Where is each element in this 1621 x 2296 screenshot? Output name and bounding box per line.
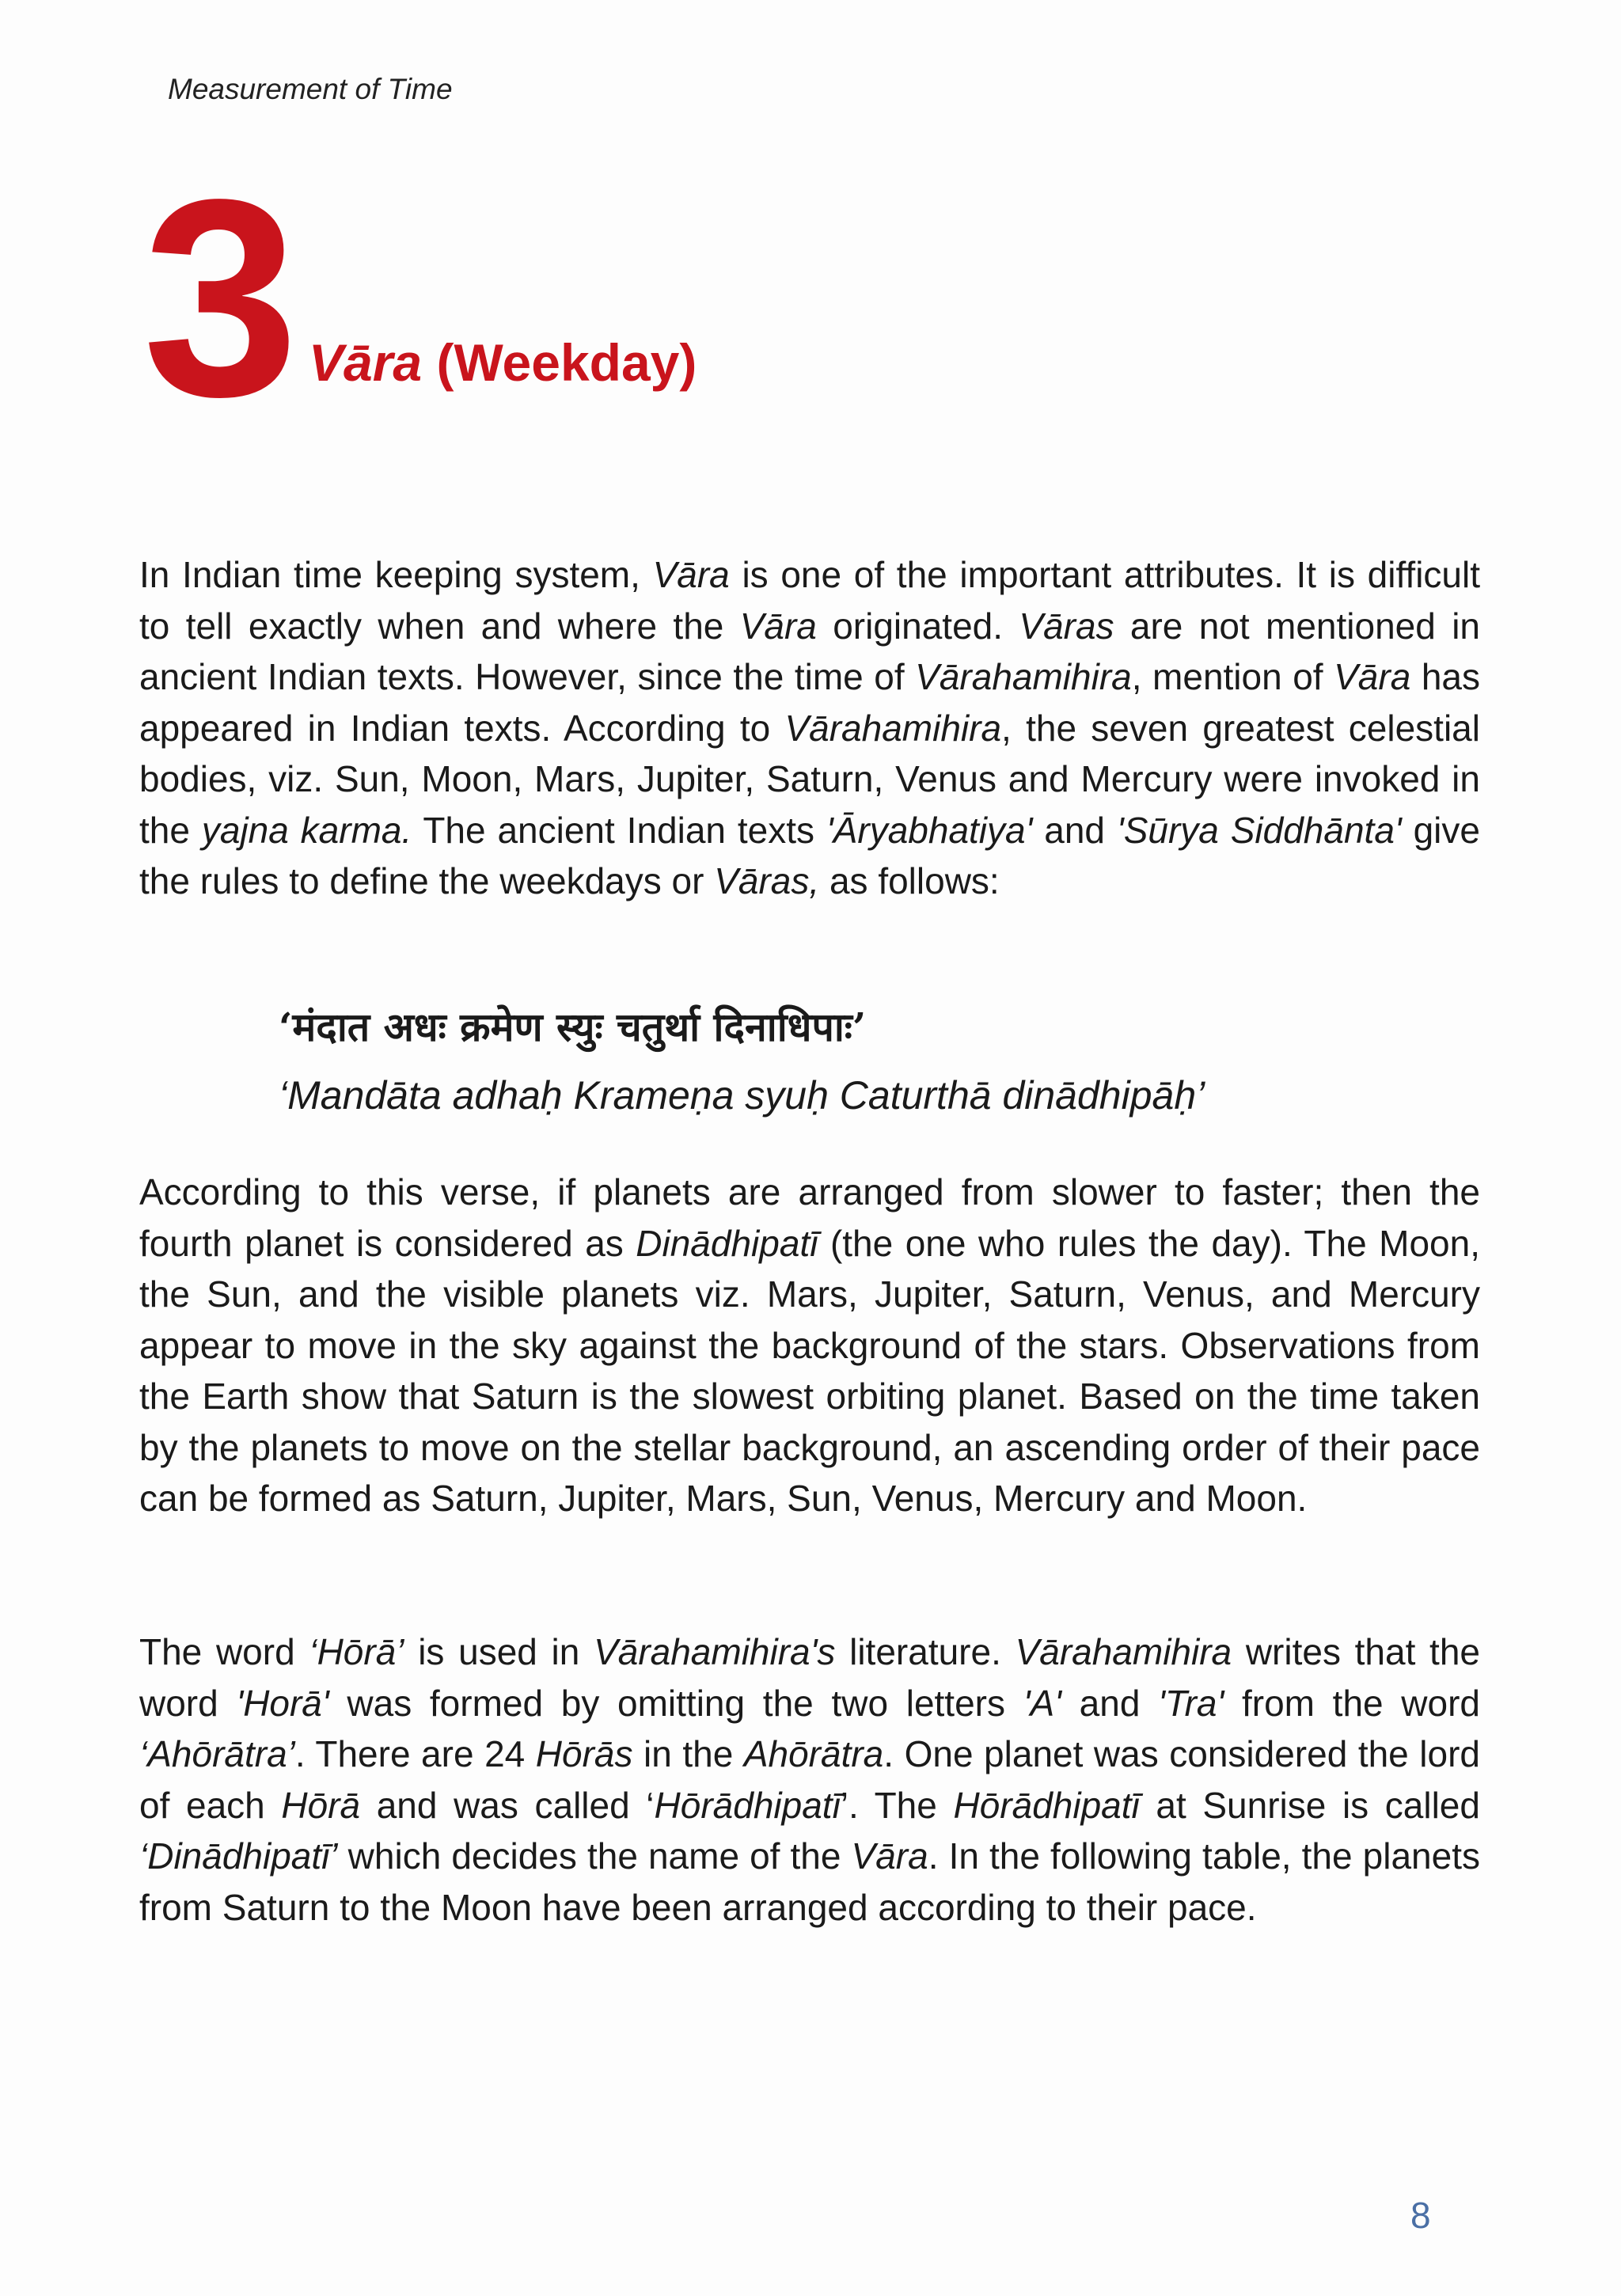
chapter-title	[309, 333, 697, 392]
paragraph-verse-explanation: According to this verse, if planets are arranged from slower to faster; then the fourth planet is considered as Dinādhipatī (the one who rules the day). The Moon, the Sun, and the visible planets viz. Mars, Jupiter, Saturn, Venus, and Mercury appear to move in the sky against the background of the stars. Observations from the Earth show that Saturn is the slowest orbiting planet. Based on the time taken by the planets to move on the stellar background, an ascending order of their pace can be formed as Saturn, Jupiter, Mars, Sun, Venus, Mercury and Moon.	[139, 1171, 1481, 1519]
page-number: 8	[1410, 2195, 1431, 2236]
paragraph-intro: In Indian time keeping system, Vāra is one of the important attributes. It is difficult to tell exactly when and where the Vāra originated. Vāras are not mentioned in ancient Indian texts. However, since the time of Vārahamihira, mention of Vāra has appeared in Indian texts. According to Vārahamihira, the seven greatest celestial bodies, viz. Sun, Moon, Mars, Jupiter, Saturn, Venus and Mercury were invoked in the yajna karma. The ancient Indian texts 'Āryabhatiya' and 'Sūrya Siddhānta' give the rules to define the weekdays or Vāras, as follows:	[139, 554, 1480, 901]
running-head: Measurement of Time	[168, 73, 453, 105]
verse-devanagari: ‘मंदात अधः क्रमेण स्युः चतुर्था दिनाधिपाः’	[279, 1004, 867, 1050]
verse-transliteration: ‘Mandāta adhaḥ Krameṇa syuḥ Caturthā dinādhipāḥ’	[279, 1073, 1205, 1118]
paragraph-hora: The word ‘Hōrā’ is used in Vārahamihira's literature. Vārahamihira writes that the word 'Horā' was formed by omitting the two letters 'A' and 'Tra' from the word ‘Ahōrātra’. There are 24 Hōrās in the Ahōrātra. One planet was considered the lord of each Hōrā and was called ‘Hōrādhipatī’. The Hōrādhipatī at Sunrise is called ‘Dinādhipatī’ which decides the name of the Vāra. In the following table, the planets from Saturn to the Moon have been arranged according to their pace.	[139, 1631, 1481, 1928]
chapter-number: 3	[142, 142, 294, 455]
chapter-title-rest: (Weekday)	[422, 333, 697, 392]
chapter-title-italic: Vāra	[309, 333, 423, 392]
